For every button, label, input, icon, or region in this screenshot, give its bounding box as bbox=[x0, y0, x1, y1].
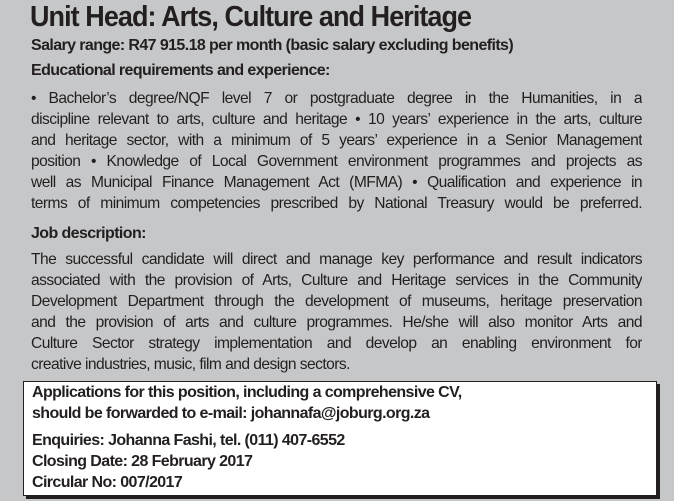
job-title: Unit Head: Arts, Culture and Heritage bbox=[30, 1, 472, 33]
text-line: and the provision of arts and culture programmes. He/she will also monitor Arts and bbox=[31, 313, 642, 331]
text-line: position • Knowledge of Local Government environment programmes and projects as bbox=[31, 152, 642, 170]
text-line: and heritage sector, with a minimum of 5 years’ experience in a Senior Management bbox=[31, 131, 642, 149]
text-line: • Bachelor’s degree/NQF level 7 or postgraduate degree in the Humanities, in a bbox=[31, 90, 642, 107]
text-line: The successful candidate will direct and manage key performance and result indicators bbox=[31, 251, 642, 268]
requirements-heading: Educational requirements and experience: bbox=[31, 62, 330, 79]
applications-line-2: should be forwarded to e-mail: johannafa@joburg.org.za bbox=[32, 405, 430, 422]
text-line: Culture Sector strategy implementation and develop an enabling environment for bbox=[31, 334, 642, 352]
requirements-paragraph bbox=[31, 89, 642, 214]
text-line: associated with the provision of Arts, Culture and Heritage services in the Community bbox=[31, 271, 642, 289]
text-line: creative industries, music, film and design sectors. bbox=[31, 355, 350, 373]
application-info-box bbox=[23, 381, 657, 496]
enquiries: Enquiries: Johanna Fashi, tel. (011) 407-6552 bbox=[32, 432, 345, 449]
text-line: Development Department through the development of museums, heritage preservation bbox=[31, 292, 642, 310]
text-line: discipline relevant to arts, culture and heritage • 10 years’ experience in the arts, culture bbox=[31, 110, 642, 128]
text-line: terms of minimum competencies prescribed by National Treasury would be preferred. bbox=[31, 194, 642, 212]
salary-range: Salary range: R47 915.18 per month (basic salary excluding benefits) bbox=[31, 37, 514, 54]
circular-number: Circular No: 007/2017 bbox=[32, 474, 183, 491]
job-description-paragraph bbox=[31, 250, 642, 375]
job-description-heading: Job description: bbox=[31, 225, 146, 242]
closing-date: Closing Date: 28 February 2017 bbox=[32, 453, 253, 470]
text-line: well as Municipal Finance Management Act (MFMA) • Qualification and experience in bbox=[31, 173, 642, 191]
applications-line-1: Applications for this position, including a comprehensive CV, bbox=[32, 384, 462, 401]
